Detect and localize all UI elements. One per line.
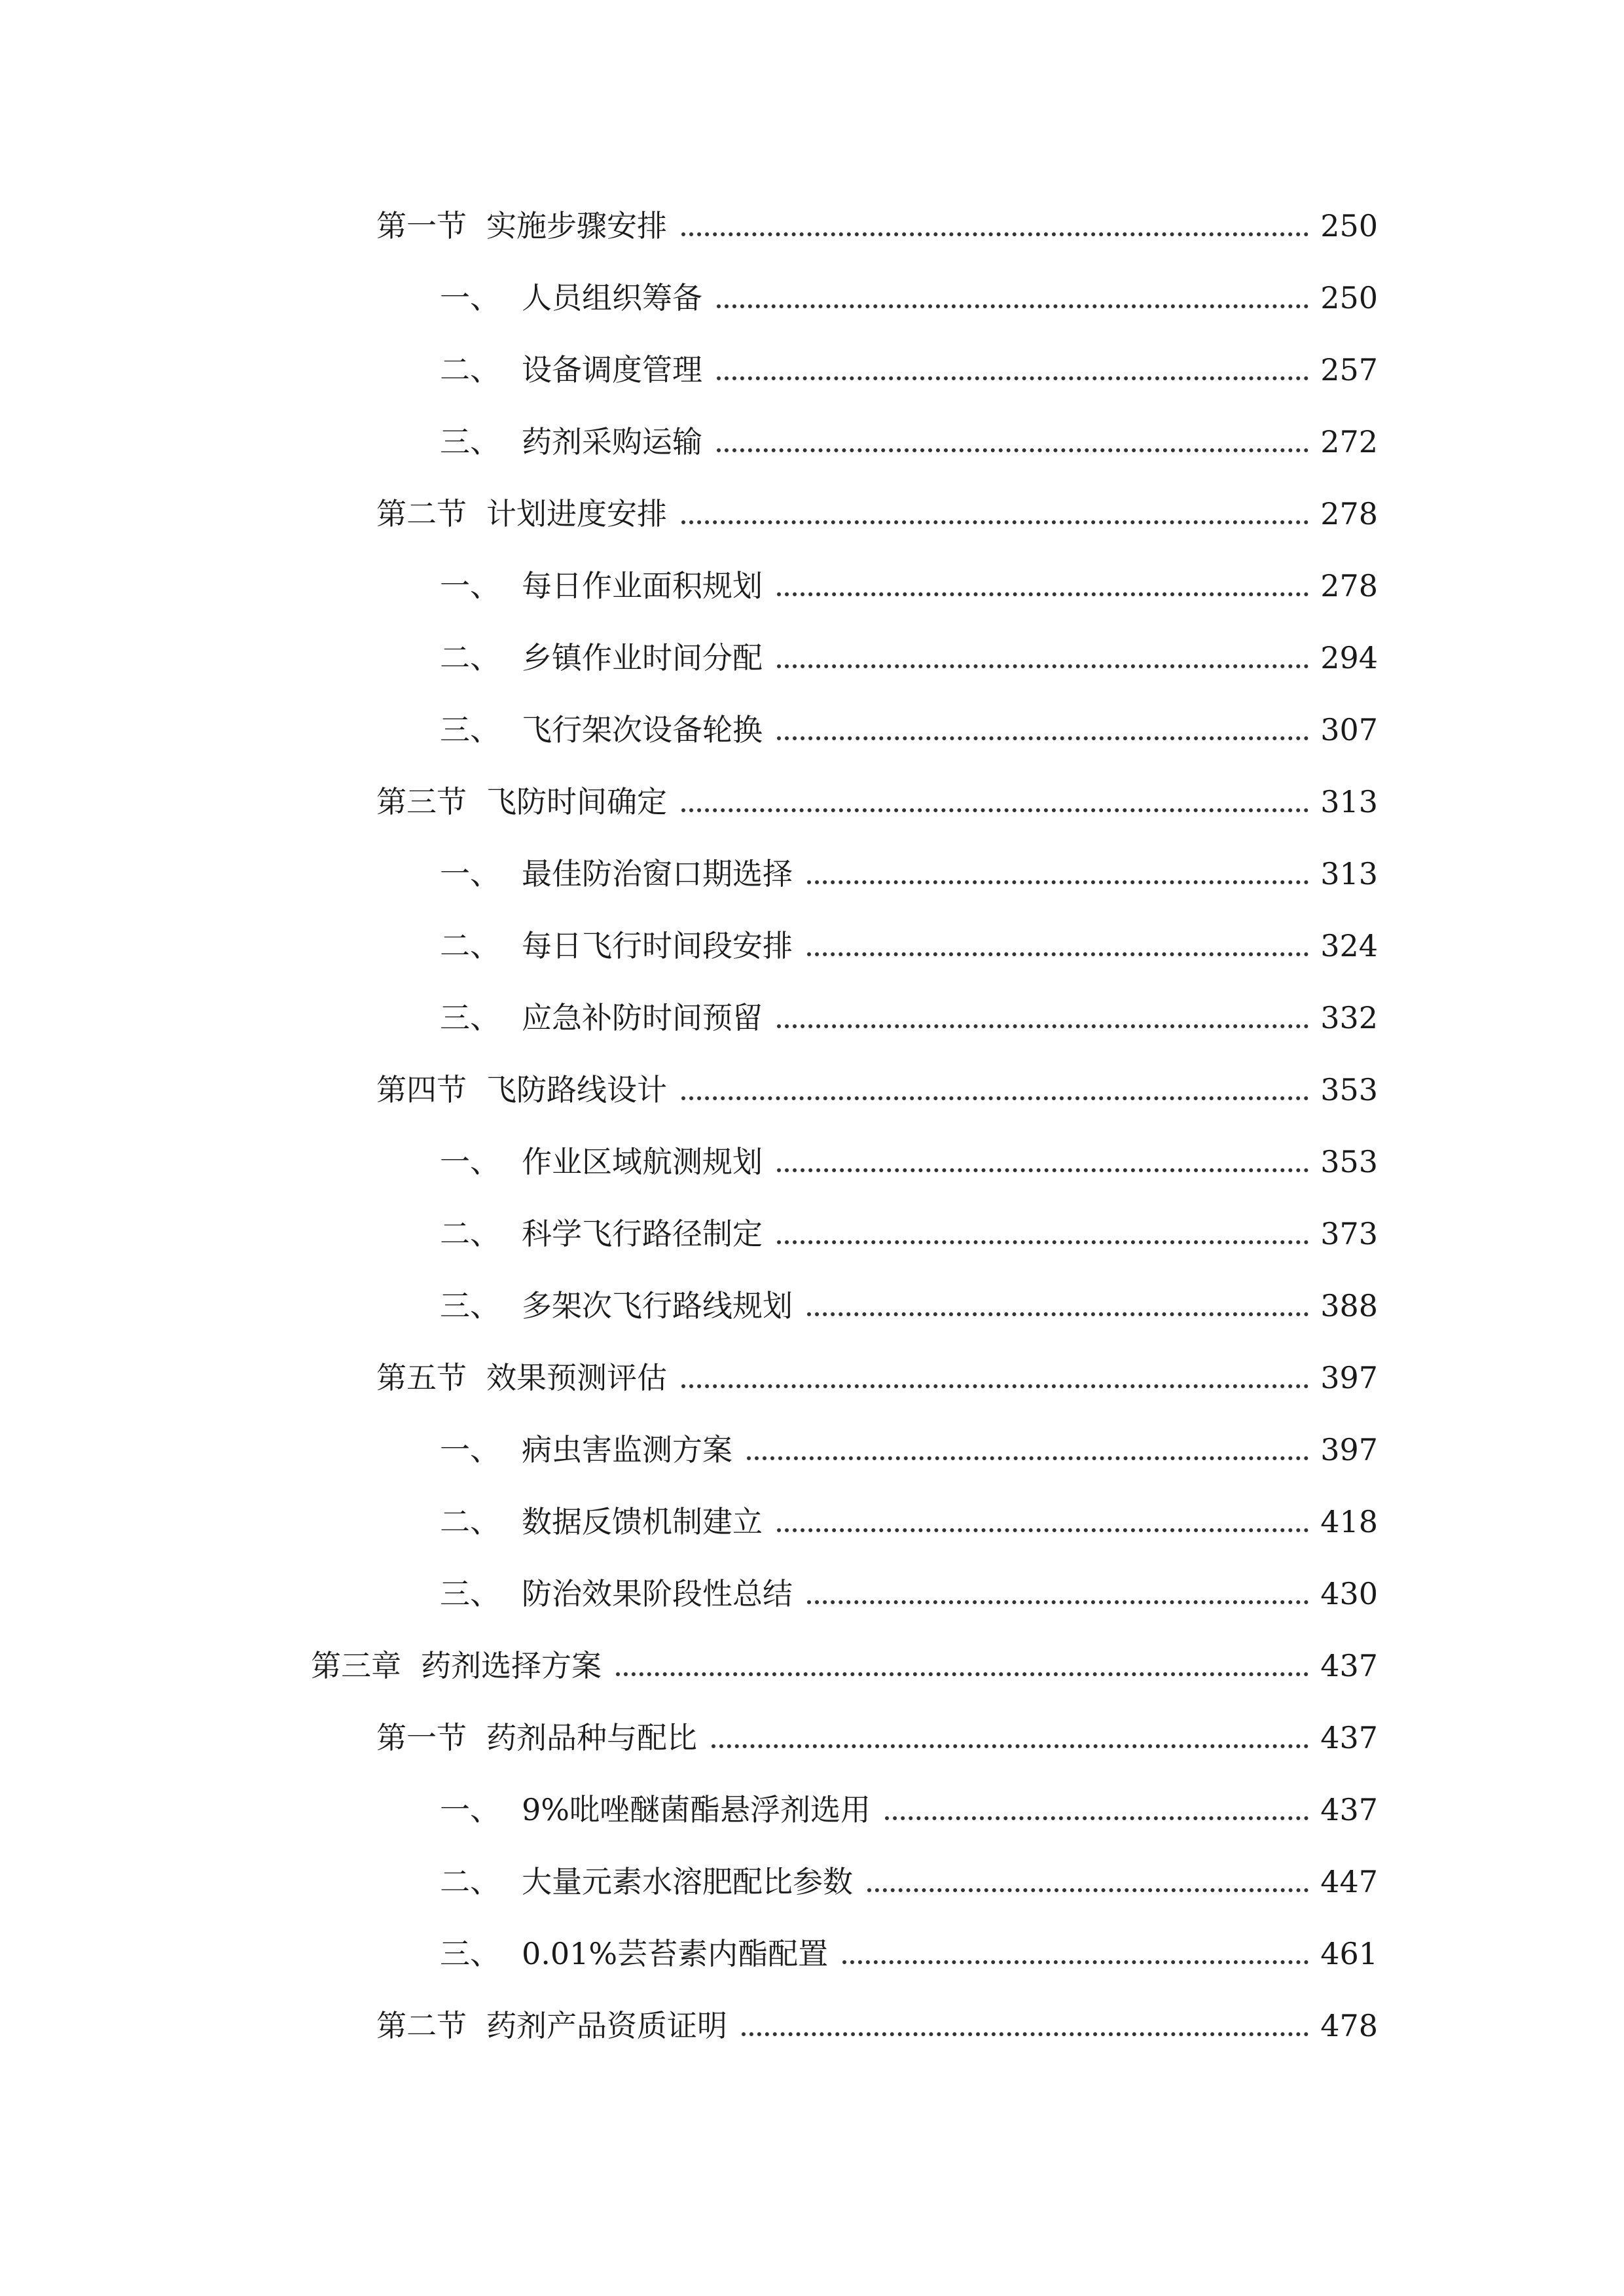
- dot-leader: [717, 448, 1308, 452]
- toc-page-number: 313: [1320, 856, 1378, 891]
- toc-number: 二、: [440, 1216, 500, 1251]
- toc-number: 第三章: [311, 1648, 401, 1683]
- toc-title: 飞行架次设备轮换: [522, 712, 763, 747]
- toc-number: 三、: [440, 1936, 500, 1971]
- toc-item[interactable]: [440, 265, 1378, 317]
- dot-leader: [681, 520, 1308, 524]
- toc-item[interactable]: [440, 1273, 1378, 1325]
- toc-title: 飞防时间确定: [486, 784, 667, 819]
- toc-item[interactable]: [440, 1849, 1378, 1901]
- toc-number: 三、: [440, 712, 500, 747]
- dot-leader: [777, 592, 1308, 596]
- toc-title: 药剂产品资质证明: [486, 2008, 727, 2043]
- dot-leader: [807, 880, 1308, 884]
- toc-number: 一、: [440, 568, 500, 603]
- toc-number: 二、: [440, 640, 500, 675]
- toc-page-number: 278: [1320, 568, 1378, 603]
- toc-page-number: 418: [1320, 1504, 1378, 1539]
- toc-page-number: 353: [1320, 1072, 1378, 1107]
- toc-title: 作业区域航测规划: [522, 1144, 763, 1179]
- toc-page-number: 294: [1320, 640, 1378, 675]
- dot-leader: [807, 952, 1308, 956]
- toc-number: 一、: [440, 1792, 500, 1827]
- toc-page-number: 313: [1320, 784, 1378, 819]
- dot-leader: [681, 1096, 1308, 1100]
- dot-leader: [681, 232, 1308, 236]
- dot-leader: [867, 1888, 1308, 1892]
- toc-number: 二、: [440, 928, 500, 963]
- toc-number: 第二节: [376, 2008, 467, 2043]
- toc-page-number: 437: [1320, 1648, 1378, 1683]
- toc-title: 科学飞行路径制定: [522, 1216, 763, 1251]
- toc-number: 第三节: [376, 784, 467, 819]
- toc-page-number: 250: [1320, 208, 1378, 243]
- toc-title: 药剂品种与配比: [486, 1720, 697, 1755]
- dot-leader: [777, 1024, 1308, 1028]
- toc-item[interactable]: [440, 337, 1378, 389]
- toc-number: 三、: [440, 1576, 500, 1611]
- toc-page-number: 373: [1320, 1216, 1378, 1251]
- toc-title: 0.01%芸苔素内酯配置: [522, 1936, 829, 1971]
- toc-number: 二、: [440, 1504, 500, 1539]
- toc-title: 飞防路线设计: [486, 1072, 667, 1107]
- toc-title: 实施步骤安排: [486, 208, 667, 243]
- dot-leader: [747, 1456, 1308, 1460]
- toc-item[interactable]: [440, 1777, 1378, 1829]
- toc-title: 人员组织筹备: [522, 280, 702, 315]
- toc-page-number: 250: [1320, 280, 1378, 315]
- toc-title: 数据反馈机制建立: [522, 1504, 763, 1539]
- toc-section[interactable]: [376, 1345, 1378, 1397]
- toc-title: 乡镇作业时间分配: [522, 640, 763, 675]
- toc-page-number: 430: [1320, 1576, 1378, 1611]
- toc-page-number: 353: [1320, 1144, 1378, 1179]
- toc-number: 一、: [440, 1432, 500, 1467]
- dot-leader: [885, 1816, 1308, 1820]
- toc-item[interactable]: [440, 913, 1378, 965]
- toc-number: 一、: [440, 280, 500, 315]
- dot-leader: [842, 1960, 1308, 1964]
- toc-item[interactable]: [440, 1489, 1378, 1541]
- toc-title: 药剂选择方案: [421, 1648, 602, 1683]
- toc-title: 设备调度管理: [522, 352, 702, 387]
- toc-number: 二、: [440, 352, 500, 387]
- toc-section[interactable]: [376, 1993, 1378, 2045]
- toc-item[interactable]: [440, 1417, 1378, 1469]
- toc-number: 第一节: [376, 1720, 467, 1755]
- dot-leader: [717, 304, 1308, 308]
- toc-page-number: 447: [1320, 1864, 1378, 1899]
- toc-page-number: 388: [1320, 1288, 1378, 1323]
- toc-number: 第一节: [376, 208, 467, 243]
- dot-leader: [777, 1528, 1308, 1532]
- toc-page-number: 332: [1320, 1000, 1378, 1035]
- toc-title: 防治效果阶段性总结: [522, 1576, 793, 1611]
- toc-title: 大量元素水溶肥配比参数: [522, 1864, 853, 1899]
- toc-item[interactable]: [440, 841, 1378, 893]
- toc-page-number: 461: [1320, 1936, 1378, 1971]
- toc-page-number: 478: [1320, 2008, 1378, 2043]
- toc-number: 第二节: [376, 496, 467, 531]
- toc-title: 每日作业面积规划: [522, 568, 763, 603]
- toc-title: 9%吡唑醚菌酯悬浮剂选用: [522, 1792, 871, 1827]
- dot-leader: [777, 736, 1308, 740]
- toc-page-number: 437: [1320, 1720, 1378, 1755]
- dot-leader: [681, 1384, 1308, 1388]
- toc-section[interactable]: [376, 193, 1378, 245]
- toc-item[interactable]: [440, 1129, 1378, 1181]
- toc-number: 一、: [440, 1144, 500, 1179]
- toc-item[interactable]: [440, 625, 1378, 677]
- dot-leader: [807, 1312, 1308, 1316]
- toc-number: 第四节: [376, 1072, 467, 1107]
- toc-number: 三、: [440, 1000, 500, 1035]
- toc-item[interactable]: [440, 1921, 1378, 1973]
- toc-title: 病虫害监测方案: [522, 1432, 732, 1467]
- toc-page-number: 397: [1320, 1432, 1378, 1467]
- toc-number: 第五节: [376, 1360, 467, 1395]
- toc-item[interactable]: [440, 1201, 1378, 1253]
- toc-item[interactable]: [440, 409, 1378, 461]
- toc-title: 计划进度安排: [486, 496, 667, 531]
- toc-number: 二、: [440, 1864, 500, 1899]
- toc-title: 最佳防治窗口期选择: [522, 856, 793, 891]
- toc-title: 效果预测评估: [486, 1360, 667, 1395]
- toc-item[interactable]: [440, 697, 1378, 749]
- toc-page-number: 437: [1320, 1792, 1378, 1827]
- toc-page-number: 397: [1320, 1360, 1378, 1395]
- toc-item[interactable]: [440, 985, 1378, 1037]
- toc-section[interactable]: [376, 1057, 1378, 1109]
- dot-leader: [712, 1744, 1308, 1748]
- toc-page-number: 257: [1320, 352, 1378, 387]
- dot-leader: [807, 1600, 1308, 1604]
- toc-page-number: 324: [1320, 928, 1378, 963]
- toc-section[interactable]: [376, 1705, 1378, 1757]
- toc-page-number: 272: [1320, 424, 1378, 459]
- toc-item[interactable]: [440, 1561, 1378, 1613]
- toc-title: 药剂采购运输: [522, 424, 702, 459]
- toc-number: 一、: [440, 856, 500, 891]
- dot-leader: [742, 2032, 1308, 2036]
- toc-item[interactable]: [440, 553, 1378, 605]
- toc-section[interactable]: [376, 481, 1378, 533]
- dot-leader: [717, 376, 1308, 380]
- toc-number: 三、: [440, 424, 500, 459]
- dot-leader: [777, 1168, 1308, 1172]
- dot-leader: [777, 664, 1308, 668]
- dot-leader: [681, 808, 1308, 812]
- toc-section[interactable]: [376, 769, 1378, 821]
- toc-chapter[interactable]: [311, 1633, 1378, 1685]
- dot-leader: [777, 1240, 1308, 1244]
- toc-title: 应急补防时间预留: [522, 1000, 763, 1035]
- toc-title: 多架次飞行路线规划: [522, 1288, 793, 1323]
- toc-page-number: 307: [1320, 712, 1378, 747]
- dot-leader: [616, 1672, 1308, 1676]
- toc-page-number: 278: [1320, 496, 1378, 531]
- toc-title: 每日飞行时间段安排: [522, 928, 793, 963]
- toc-number: 三、: [440, 1288, 500, 1323]
